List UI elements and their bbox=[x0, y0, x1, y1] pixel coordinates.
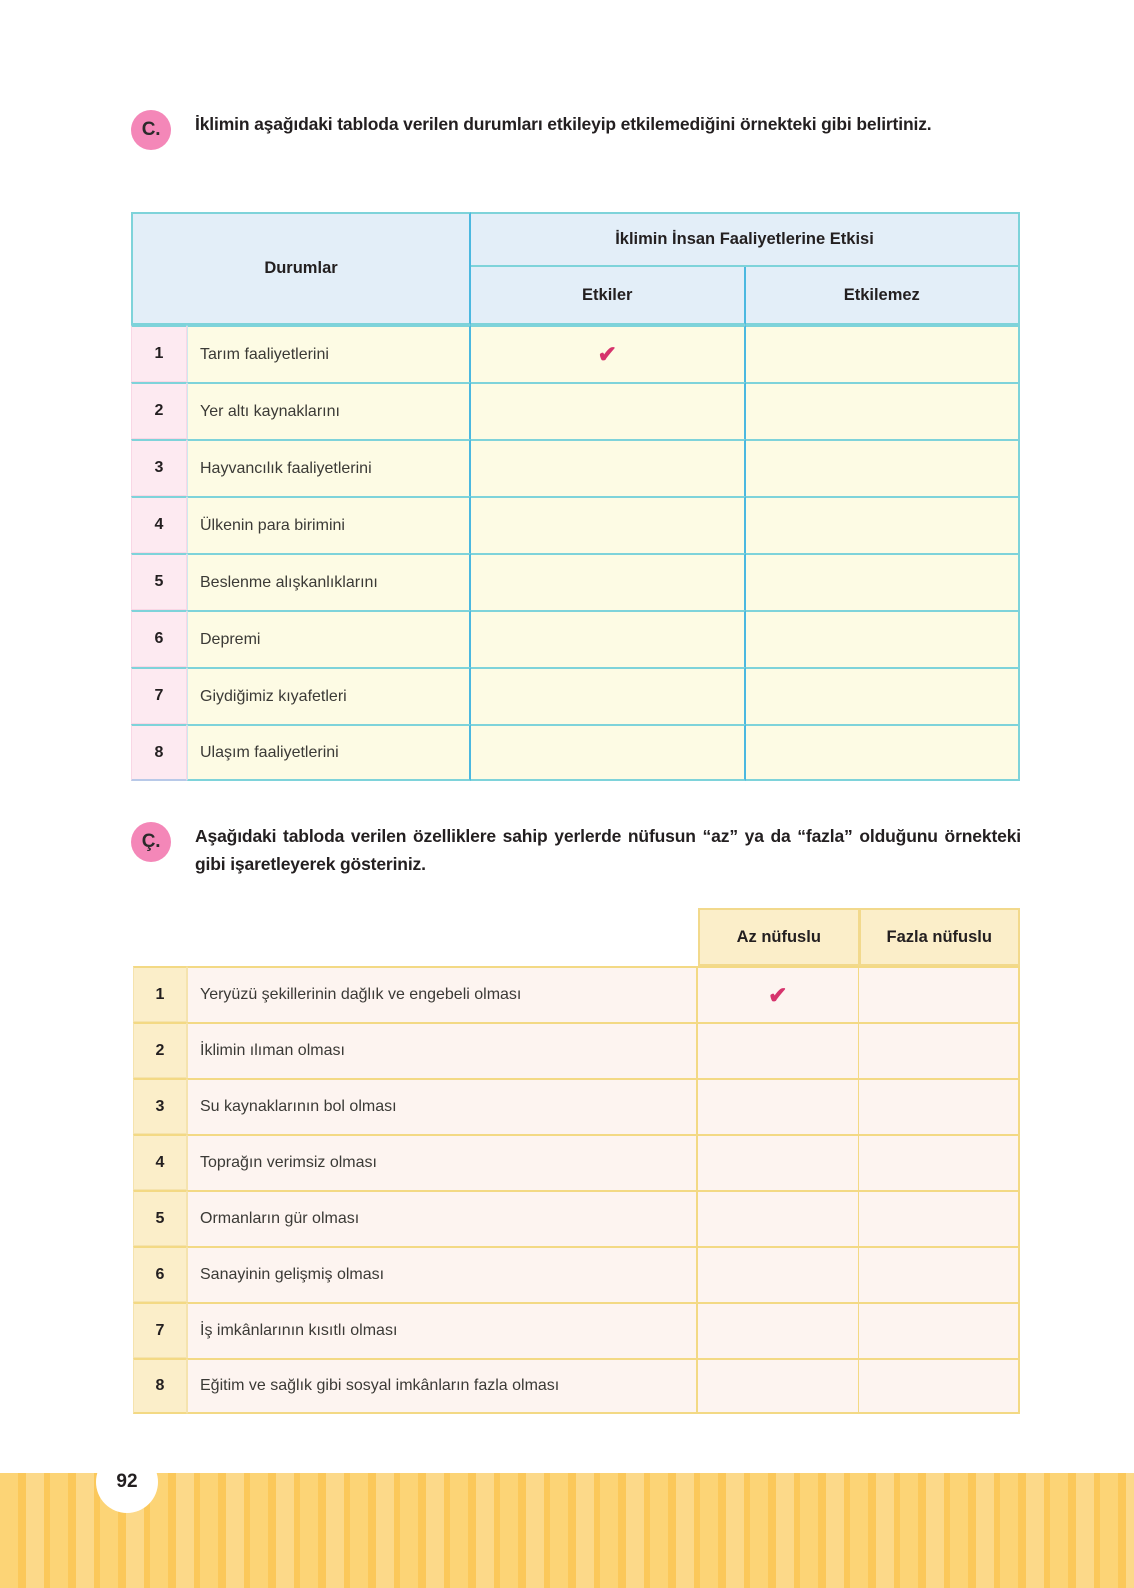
table1-row-label: Giydiğimiz kıyafetleri bbox=[187, 667, 471, 724]
table2-cell-az-nufuslu[interactable] bbox=[698, 1246, 859, 1302]
table2-body bbox=[133, 966, 1020, 1414]
table2-row-number: 2 bbox=[133, 1022, 187, 1078]
table-row bbox=[131, 496, 1020, 553]
table1-row-label: Depremi bbox=[187, 610, 471, 667]
table1-row-label: Beslenme alışkanlıklarını bbox=[187, 553, 471, 610]
table2-row-label: Toprağın verimsiz olması bbox=[187, 1134, 698, 1190]
table-iklim-etkisi bbox=[131, 212, 1020, 781]
table1-row-number: 8 bbox=[131, 724, 187, 781]
table2-row-label: İş imkânlarının kısıtlı olması bbox=[187, 1302, 698, 1358]
table2-header-spacer bbox=[133, 908, 698, 966]
table2-row-number: 5 bbox=[133, 1190, 187, 1246]
table2-cell-fazla-nufuslu[interactable] bbox=[859, 1190, 1021, 1246]
table-row bbox=[133, 1358, 1020, 1414]
page-number: 92 bbox=[96, 1451, 158, 1513]
table1-row-label: Yer altı kaynaklarını bbox=[187, 382, 471, 439]
table1-cell-etkiler[interactable] bbox=[471, 439, 746, 496]
table1-cell-etkiler[interactable] bbox=[471, 496, 746, 553]
table1-header-durumlar: Durumlar bbox=[131, 212, 471, 325]
table1-cell-etkilemez[interactable] bbox=[746, 439, 1021, 496]
table2-header-fazla-nufuslu: Fazla nüfuslu bbox=[860, 908, 1021, 966]
table-row bbox=[131, 325, 1020, 382]
table-row bbox=[131, 724, 1020, 781]
table1-cell-etkiler[interactable] bbox=[471, 382, 746, 439]
table1-cell-etkiler[interactable] bbox=[471, 610, 746, 667]
question-c-text: İklimin aşağıdaki tabloda verilen durumları etkileyip etkilemediğini örnekteki gibi belirtiniz. bbox=[195, 114, 932, 134]
question-c-block bbox=[131, 110, 1011, 138]
table1-cell-etkilemez[interactable] bbox=[746, 496, 1021, 553]
table2-row-number: 6 bbox=[133, 1246, 187, 1302]
table-row bbox=[133, 1078, 1020, 1134]
table2-row-label: Yeryüzü şekillerinin dağlık ve engebeli olması bbox=[187, 966, 698, 1022]
table1-cell-etkilemez[interactable] bbox=[746, 610, 1021, 667]
table-row bbox=[131, 610, 1020, 667]
table1-body bbox=[131, 325, 1020, 781]
table2-cell-az-nufuslu[interactable] bbox=[698, 966, 859, 1022]
table2-cell-fazla-nufuslu[interactable] bbox=[859, 966, 1021, 1022]
table1-cell-etkiler[interactable] bbox=[471, 325, 746, 382]
footer-stripe-band bbox=[0, 1473, 1134, 1588]
table-row bbox=[131, 667, 1020, 724]
table2-cell-fazla-nufuslu[interactable] bbox=[859, 1358, 1021, 1414]
table-row bbox=[133, 1134, 1020, 1190]
table2-cell-az-nufuslu[interactable] bbox=[698, 1358, 859, 1414]
table1-cell-etkilemez[interactable] bbox=[746, 724, 1021, 781]
table2-row-label: Eğitim ve sağlık gibi sosyal imkânların fazla olması bbox=[187, 1358, 698, 1414]
table2-row-number: 1 bbox=[133, 966, 187, 1022]
table2-row-label: İklimin ılıman olması bbox=[187, 1022, 698, 1078]
table2-cell-az-nufuslu[interactable] bbox=[698, 1302, 859, 1358]
question-c-cedilla-text: Aşağıdaki tabloda verilen özelliklere sahip yerlerde nüfusun “az” ya da “fazla” olduğunu örnekteki gibi işaretleyerek gösteriniz. bbox=[195, 826, 1021, 875]
question-c-cedilla-block bbox=[131, 822, 1021, 879]
table-row bbox=[133, 1022, 1020, 1078]
table-nufus bbox=[133, 908, 1020, 1414]
table1-cell-etkilemez[interactable] bbox=[746, 667, 1021, 724]
table2-row-label: Ormanların gür olması bbox=[187, 1190, 698, 1246]
check-icon: ✔ bbox=[597, 341, 617, 367]
table2-cell-fazla-nufuslu[interactable] bbox=[859, 1078, 1021, 1134]
table-row bbox=[133, 1246, 1020, 1302]
table1-header-etkiler: Etkiler bbox=[471, 267, 746, 325]
table2-cell-fazla-nufuslu[interactable] bbox=[859, 1302, 1021, 1358]
table1-row-number: 7 bbox=[131, 667, 187, 724]
table1-row-number: 3 bbox=[131, 439, 187, 496]
table2-header-az-nufuslu: Az nüfuslu bbox=[698, 908, 860, 966]
table2-row-number: 3 bbox=[133, 1078, 187, 1134]
table1-header bbox=[131, 212, 1020, 325]
table2-cell-fazla-nufuslu[interactable] bbox=[859, 1246, 1021, 1302]
question-c-cedilla-marker: Ç. bbox=[131, 822, 171, 862]
table2-row-number: 4 bbox=[133, 1134, 187, 1190]
table1-row-number: 4 bbox=[131, 496, 187, 553]
table-row bbox=[133, 1302, 1020, 1358]
table1-row-number: 1 bbox=[131, 325, 187, 382]
table2-cell-az-nufuslu[interactable] bbox=[698, 1022, 859, 1078]
table1-row-label: Tarım faaliyetlerini bbox=[187, 325, 471, 382]
table1-cell-etkiler[interactable] bbox=[471, 667, 746, 724]
table1-row-number: 6 bbox=[131, 610, 187, 667]
table-row bbox=[131, 382, 1020, 439]
question-c-marker: C. bbox=[131, 110, 171, 150]
table1-header-etkilemez: Etkilemez bbox=[746, 267, 1021, 325]
table2-cell-fazla-nufuslu[interactable] bbox=[859, 1134, 1021, 1190]
table2-row-label: Sanayinin gelişmiş olması bbox=[187, 1246, 698, 1302]
table1-row-number: 2 bbox=[131, 382, 187, 439]
table2-row-label: Su kaynaklarının bol olması bbox=[187, 1078, 698, 1134]
table1-cell-etkilemez[interactable] bbox=[746, 325, 1021, 382]
table1-cell-etkilemez[interactable] bbox=[746, 382, 1021, 439]
table1-cell-etkiler[interactable] bbox=[471, 724, 746, 781]
table1-row-number: 5 bbox=[131, 553, 187, 610]
table2-row-number: 7 bbox=[133, 1302, 187, 1358]
table-row bbox=[133, 966, 1020, 1022]
check-icon: ✔ bbox=[768, 981, 788, 1008]
table2-cell-fazla-nufuslu[interactable] bbox=[859, 1022, 1021, 1078]
table1-row-label: Ulaşım faaliyetlerini bbox=[187, 724, 471, 781]
table-row bbox=[131, 439, 1020, 496]
table2-header bbox=[133, 908, 1020, 966]
table-row bbox=[133, 1190, 1020, 1246]
table-row bbox=[131, 553, 1020, 610]
table1-row-label: Ülkenin para birimini bbox=[187, 496, 471, 553]
table2-row-number: 8 bbox=[133, 1358, 187, 1414]
table2-cell-az-nufuslu[interactable] bbox=[698, 1190, 859, 1246]
table1-header-group: İklimin İnsan Faaliyetlerine Etkisi bbox=[471, 212, 1020, 267]
table1-row-label: Hayvancılık faaliyetlerini bbox=[187, 439, 471, 496]
table1-cell-etkilemez[interactable] bbox=[746, 553, 1021, 610]
table2-cell-az-nufuslu[interactable] bbox=[698, 1078, 859, 1134]
table2-cell-az-nufuslu[interactable] bbox=[698, 1134, 859, 1190]
table1-cell-etkiler[interactable] bbox=[471, 553, 746, 610]
